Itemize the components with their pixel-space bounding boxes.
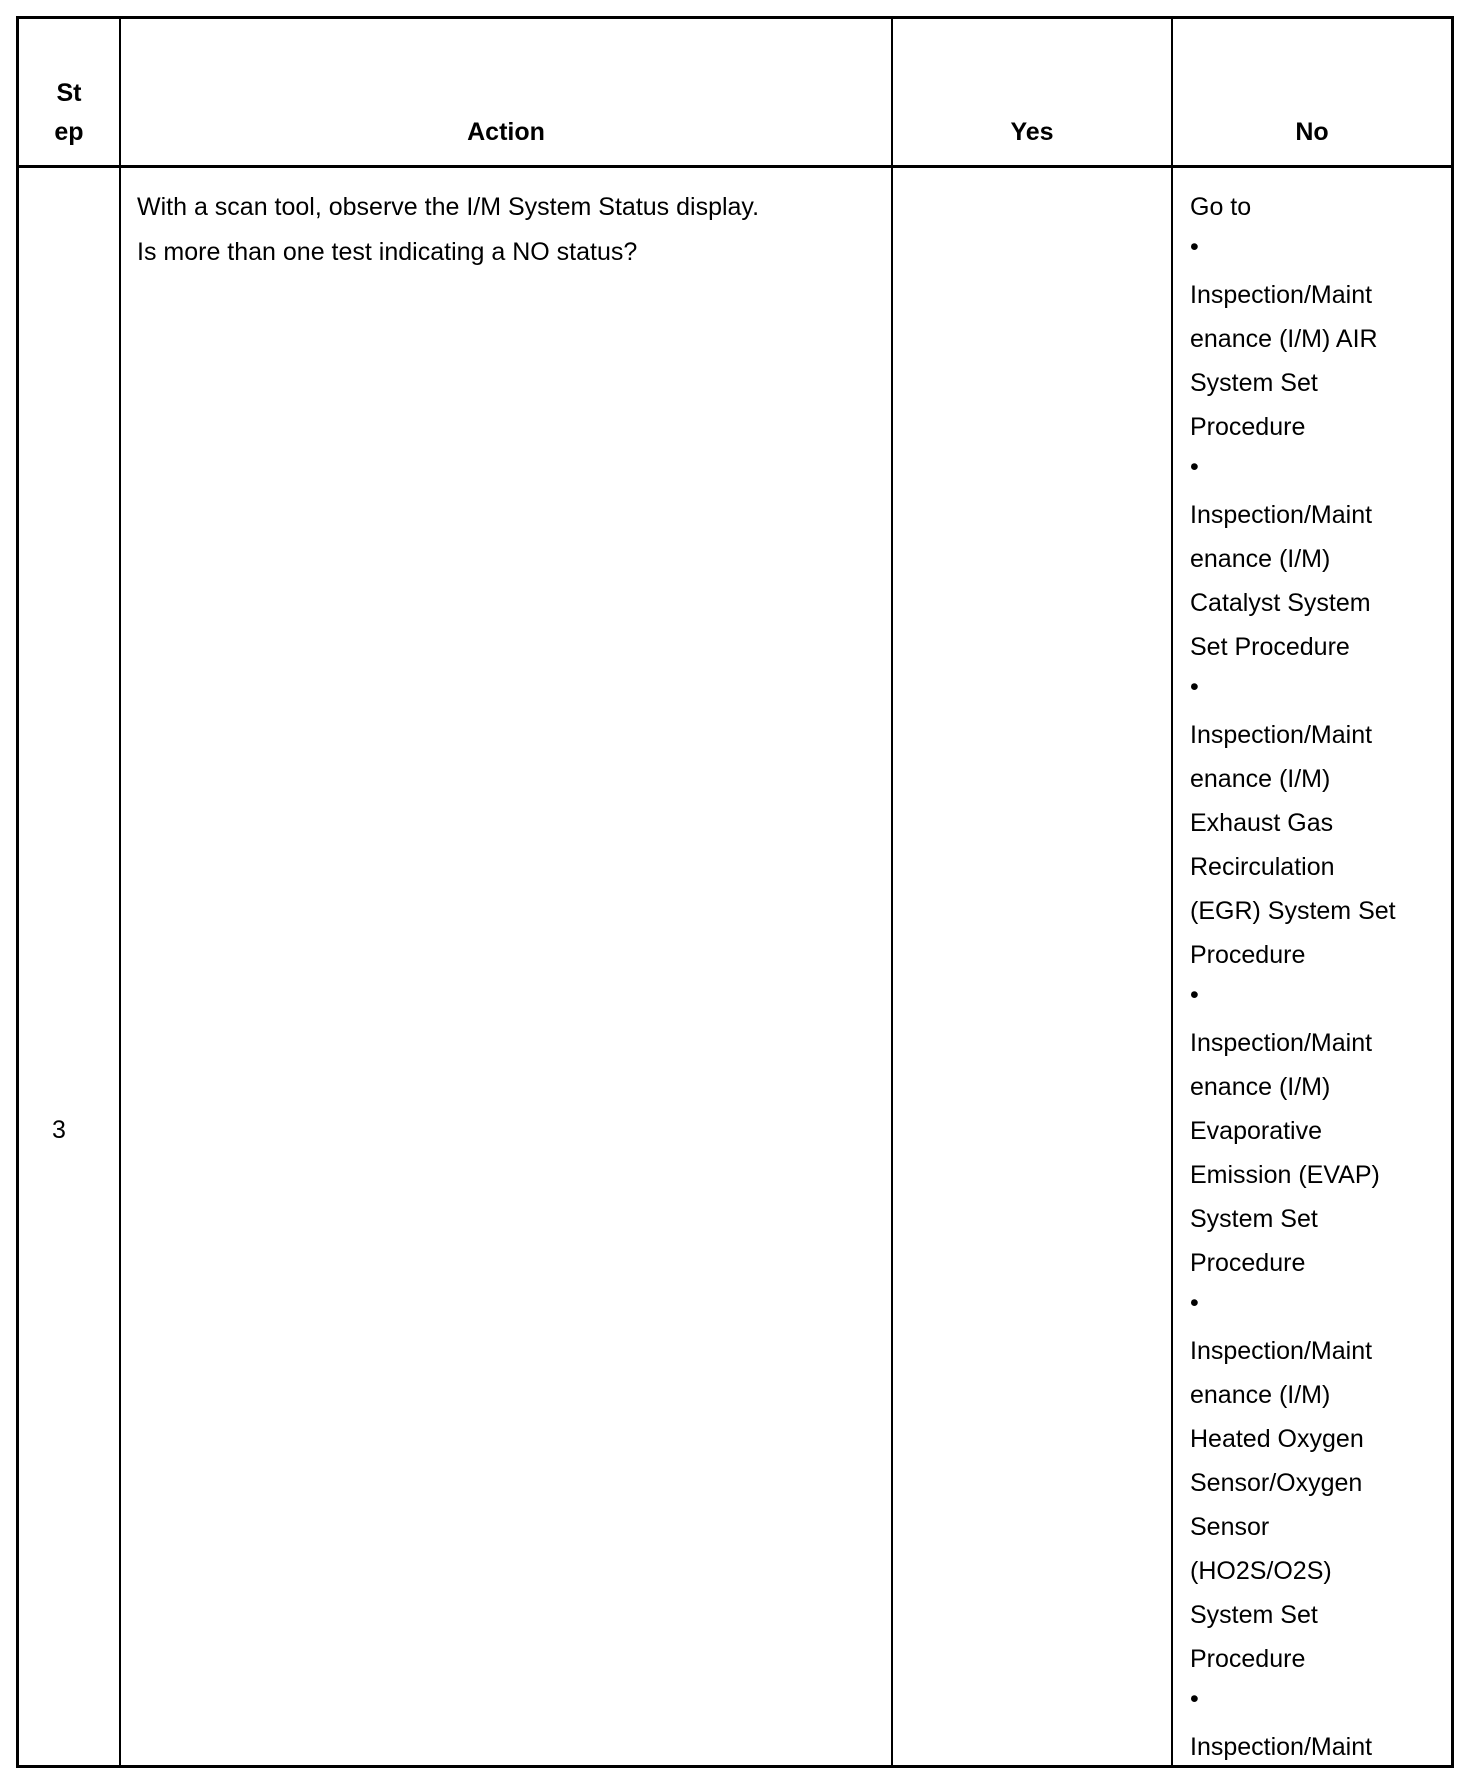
procedure-link-line[interactable]: System Set bbox=[1190, 369, 1318, 397]
procedure-link-line[interactable]: Recirculation bbox=[1190, 853, 1335, 881]
header-yes: Yes bbox=[1010, 118, 1054, 146]
procedure-link-line[interactable]: enance (I/M) bbox=[1190, 1381, 1331, 1409]
procedure-table bbox=[16, 16, 1454, 1768]
procedure-link-line[interactable]: Procedure bbox=[1190, 941, 1306, 969]
header-no: No bbox=[1295, 118, 1329, 146]
procedure-link-line[interactable]: enance (I/M) AIR bbox=[1190, 325, 1378, 353]
action-cell bbox=[137, 185, 877, 275]
header-action: Action bbox=[467, 118, 545, 146]
header-step bbox=[19, 74, 119, 152]
column-divider-step bbox=[119, 19, 121, 1765]
action-line: With a scan tool, observe the I/M System Status display. bbox=[137, 193, 760, 221]
bullet-marker: • bbox=[1190, 1289, 1199, 1317]
bullet-marker: • bbox=[1190, 1685, 1199, 1713]
header-step-line1: St bbox=[56, 79, 82, 107]
procedure-link-line[interactable]: Inspection/Maint bbox=[1190, 281, 1373, 309]
procedure-link-line[interactable]: System Set bbox=[1190, 1205, 1318, 1233]
procedure-link-line[interactable]: Evaporative bbox=[1190, 1117, 1323, 1145]
procedure-link-line[interactable]: Catalyst System bbox=[1190, 589, 1371, 617]
procedure-link-line[interactable]: (HO2S/O2S) bbox=[1190, 1557, 1332, 1585]
action-line: Is more than one test indicating a NO status? bbox=[137, 238, 638, 266]
column-divider-action bbox=[891, 19, 893, 1765]
procedure-link-line[interactable]: Procedure bbox=[1190, 413, 1306, 441]
go-to-label: Go to bbox=[1190, 193, 1252, 221]
procedure-link-line[interactable]: Set Procedure bbox=[1190, 633, 1350, 661]
procedure-link-line[interactable]: (EGR) System Set bbox=[1190, 897, 1396, 925]
column-divider-yes bbox=[1171, 19, 1173, 1765]
procedure-link-line[interactable]: enance (I/M) bbox=[1190, 1073, 1331, 1101]
procedure-link-line[interactable]: Heated Oxygen bbox=[1190, 1425, 1364, 1453]
procedure-link-line[interactable]: Procedure bbox=[1190, 1645, 1306, 1673]
header-step-line2: ep bbox=[54, 118, 84, 146]
procedure-link-line[interactable]: Procedure bbox=[1190, 1249, 1306, 1277]
procedure-link-line[interactable]: System Set bbox=[1190, 1601, 1318, 1629]
procedure-link-line[interactable]: Inspection/Maint bbox=[1190, 1029, 1373, 1057]
bullet-marker: • bbox=[1190, 453, 1199, 481]
procedure-link-line[interactable]: enance (I/M) bbox=[1190, 765, 1331, 793]
header-divider bbox=[19, 165, 1451, 168]
procedure-link-line[interactable]: Inspection/Maint bbox=[1190, 1337, 1373, 1365]
bullet-marker: • bbox=[1190, 981, 1199, 1009]
no-cell bbox=[1190, 185, 1450, 1769]
procedure-link-line[interactable]: Inspection/Maint bbox=[1190, 501, 1373, 529]
procedure-link-line[interactable]: Sensor bbox=[1190, 1513, 1270, 1541]
bullet-marker: • bbox=[1190, 233, 1199, 261]
bullet-marker: • bbox=[1190, 673, 1199, 701]
procedure-link-line[interactable]: Exhaust Gas bbox=[1190, 809, 1334, 837]
procedure-link-line[interactable]: Inspection/Maint bbox=[1190, 721, 1373, 749]
step-number: 3 bbox=[52, 1116, 66, 1144]
procedure-link-line[interactable]: Emission (EVAP) bbox=[1190, 1161, 1380, 1189]
procedure-link-line[interactable]: Inspection/Maint bbox=[1190, 1733, 1373, 1761]
procedure-link-line[interactable]: Sensor/Oxygen bbox=[1190, 1469, 1363, 1497]
procedure-link-line[interactable]: enance (I/M) bbox=[1190, 545, 1331, 573]
